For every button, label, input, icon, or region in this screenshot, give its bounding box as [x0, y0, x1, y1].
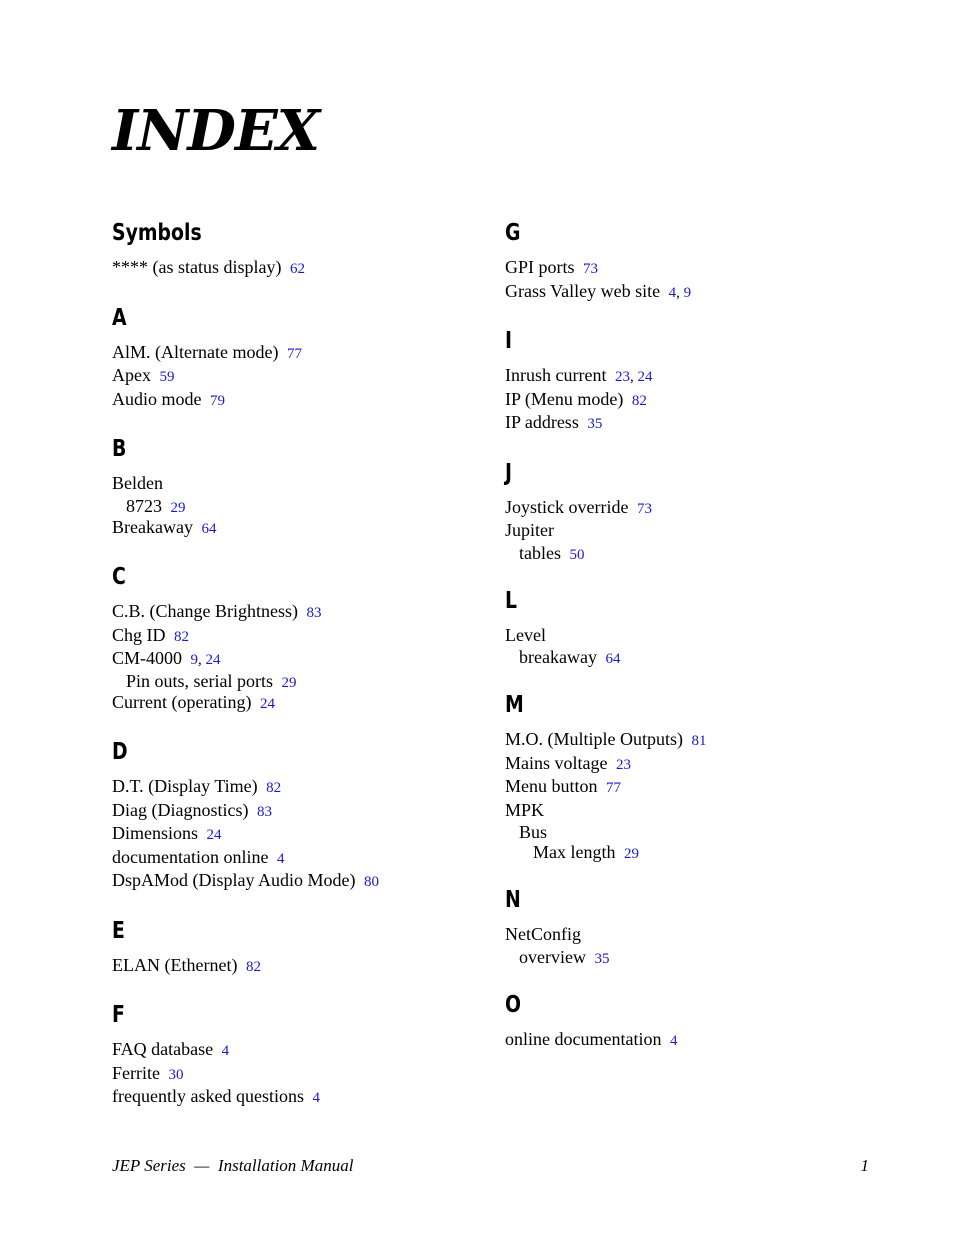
page-references	[201, 517, 216, 537]
page-link[interactable]: 4	[276, 850, 285, 867]
index-section-m	[505, 686, 905, 862]
footer-page-number: 1	[860, 1156, 869, 1175]
page-references	[191, 648, 221, 668]
page-references	[615, 365, 653, 385]
index-section-l	[505, 582, 905, 668]
index-entry-term: **** (as status display)	[112, 257, 282, 277]
index-section-e	[112, 912, 512, 978]
page-references	[605, 647, 620, 667]
index-entry-term: overview	[519, 946, 586, 967]
index-entry	[505, 647, 905, 667]
page-link[interactable]: 59	[159, 369, 175, 385]
page-references	[222, 1039, 230, 1059]
page-references	[266, 776, 281, 796]
index-entry-term: Diag (Diagnostics)	[112, 799, 249, 820]
index-entry-term: Jupiter	[505, 520, 554, 540]
index-column-right	[505, 214, 905, 1070]
index-entry-term: FAQ database	[112, 1039, 214, 1059]
page-link[interactable]: 82	[266, 780, 282, 796]
page-link[interactable]: 23	[615, 756, 631, 773]
page-link[interactable]: 35	[594, 950, 610, 967]
index-entry	[505, 1028, 905, 1052]
page-references	[257, 800, 272, 820]
section-heading: J	[505, 459, 513, 486]
index-entry	[505, 752, 905, 776]
index-entry-term: NetConfig	[505, 924, 581, 944]
page-link[interactable]: 83	[256, 803, 272, 820]
index-entry-term: Chg ID	[112, 624, 166, 645]
index-entry	[112, 691, 512, 715]
index-entry	[112, 1062, 512, 1086]
page-link[interactable]: 24	[205, 652, 221, 668]
index-entry	[505, 923, 905, 947]
footer-document-title: JEP Series — Installation Manual	[112, 1156, 354, 1175]
index-entry-term: MPK	[505, 799, 545, 820]
index-entry	[112, 954, 512, 978]
page-references	[277, 847, 285, 867]
index-entry-term: DspAMod (Display Audio Mode)	[112, 870, 356, 890]
index-entry-term: Apex	[112, 365, 151, 385]
index-entry-term: documentation online	[112, 846, 269, 867]
index-entry-term: online documentation	[505, 1028, 662, 1049]
index-entry	[505, 624, 905, 648]
index-entry-term: Audio mode	[112, 388, 202, 409]
page-link[interactable]: 64	[201, 520, 217, 537]
page-link[interactable]: 50	[569, 546, 585, 563]
index-entry-term: Ferrite	[112, 1062, 160, 1083]
page-link[interactable]: 73	[583, 261, 599, 277]
index-entry-term: frequently asked questions	[112, 1086, 304, 1106]
index-entry	[505, 496, 905, 520]
index-entry-term: M.O. (Multiple Outputs)	[505, 729, 683, 749]
index-section-c	[112, 558, 512, 714]
page-references	[290, 257, 305, 277]
index-entry-term: Joystick override	[505, 496, 629, 517]
index-section-i	[505, 322, 905, 435]
page-link[interactable]: 77	[606, 780, 621, 796]
page-title: INDEX	[112, 98, 320, 164]
page-references	[692, 729, 707, 749]
index-entry-term: 8723	[126, 495, 162, 516]
page-references	[171, 496, 186, 516]
index-entry	[112, 600, 512, 624]
index-entry-term: Grass Valley web site	[505, 280, 661, 301]
index-entry	[505, 280, 905, 304]
index-entry	[112, 671, 512, 691]
page-link[interactable]: 82	[631, 392, 647, 409]
index-entry	[505, 256, 905, 280]
section-heading: E	[112, 917, 125, 944]
index-section-j	[505, 454, 905, 563]
section-heading: Symbols	[112, 220, 202, 246]
page-references	[670, 1029, 678, 1049]
index-entry	[112, 822, 512, 846]
page-link[interactable]: 64	[605, 651, 621, 667]
index-entry-term: Inrush current	[505, 365, 607, 385]
page-references	[287, 342, 302, 362]
page-references	[168, 1063, 183, 1083]
index-entry	[505, 822, 905, 842]
page-link[interactable]: 23	[614, 369, 630, 385]
section-heading: M	[505, 692, 524, 718]
page-link[interactable]: 29	[170, 499, 186, 516]
page-link[interactable]: 9	[683, 284, 692, 301]
index-entry-term: Max length	[533, 842, 616, 862]
index-entry	[112, 496, 512, 516]
page-references	[364, 870, 379, 890]
page-link[interactable]: 4	[668, 284, 677, 301]
section-heading: G	[505, 220, 521, 246]
page-references	[260, 692, 275, 712]
section-heading: L	[505, 587, 518, 614]
index-entry	[112, 1085, 512, 1109]
page-references	[583, 257, 598, 277]
index-entry	[112, 516, 512, 540]
page-references	[606, 776, 621, 796]
index-entry	[112, 1038, 512, 1062]
index-section-d	[112, 733, 512, 893]
index-entry	[505, 947, 905, 967]
index-entry	[112, 846, 512, 870]
page-link[interactable]: 35	[587, 416, 603, 432]
section-heading: D	[112, 739, 128, 765]
page-references	[282, 671, 297, 691]
section-heading: I	[505, 328, 513, 354]
index-section-o	[505, 986, 905, 1052]
section-heading: C	[112, 564, 126, 590]
page-references	[624, 842, 639, 862]
index-entry-term: ELAN (Ethernet)	[112, 954, 238, 975]
index-entry	[505, 842, 905, 862]
index-entry-term: Menu button	[505, 776, 598, 796]
index-entry-term: AlM. (Alternate mode)	[112, 341, 279, 362]
page-link[interactable]: 30	[168, 1066, 184, 1083]
page-references	[307, 601, 322, 621]
index-entry-term: D.T. (Display Time)	[112, 776, 258, 796]
page-separator: ,	[198, 652, 206, 668]
index-entry-term: Belden	[112, 473, 163, 493]
page-references	[207, 823, 222, 843]
page-link[interactable]: 9	[190, 652, 199, 668]
page-references	[594, 947, 609, 967]
section-heading: F	[112, 1002, 125, 1028]
index-entry-term: GPI ports	[505, 257, 575, 277]
page-references	[632, 389, 647, 409]
page-link[interactable]: 4	[669, 1032, 678, 1049]
index-entry	[505, 388, 905, 412]
index-entry	[505, 411, 905, 435]
index-entry-term: Bus	[519, 822, 548, 842]
index-entry-term: tables	[519, 542, 561, 563]
page-link[interactable]: 82	[245, 958, 261, 975]
index-entry	[112, 256, 512, 280]
index-entry-term: Mains voltage	[505, 752, 608, 773]
index-entry	[112, 624, 512, 648]
index-entry-term: IP address	[505, 412, 579, 432]
page-link[interactable]: 73	[636, 500, 652, 517]
index-entry	[505, 775, 905, 799]
page-link[interactable]: 4	[312, 1090, 320, 1106]
index-entry	[112, 647, 512, 671]
index-entry	[112, 869, 512, 893]
page-references	[570, 543, 585, 563]
index-section-g	[505, 214, 905, 303]
index-entry	[112, 341, 512, 365]
page-references	[246, 955, 261, 975]
page-link[interactable]: 80	[364, 874, 379, 890]
page-link[interactable]: 83	[306, 605, 322, 621]
page-link[interactable]: 24	[206, 827, 222, 843]
index-entry	[112, 472, 512, 496]
index-entry-term: Level	[505, 624, 546, 645]
index-entry-term: IP (Menu mode)	[505, 388, 624, 409]
index-entry	[112, 364, 512, 388]
page-references	[210, 389, 225, 409]
page-references	[160, 365, 175, 385]
section-heading: A	[112, 304, 127, 331]
page-references	[669, 281, 692, 301]
page-references	[587, 412, 602, 432]
page-link[interactable]: 29	[624, 846, 639, 862]
index-entry-term: breakaway	[519, 647, 597, 667]
index-entry	[505, 543, 905, 563]
index-entry-term: Pin outs, serial ports	[126, 670, 273, 691]
index-section-b	[112, 430, 512, 539]
index-section-symbols	[112, 214, 512, 280]
index-entry	[112, 388, 512, 412]
section-heading: N	[505, 887, 521, 913]
index-section-a	[112, 299, 512, 412]
page-references	[616, 753, 631, 773]
page-references	[312, 1086, 320, 1106]
page-link[interactable]: 29	[281, 674, 297, 691]
index-entry	[505, 728, 905, 752]
page-references	[637, 497, 652, 517]
page-link[interactable]: 82	[174, 628, 189, 645]
page-link[interactable]: 62	[289, 261, 305, 277]
index-entry	[112, 799, 512, 823]
page-link[interactable]: 81	[691, 733, 707, 749]
page-references	[174, 625, 189, 645]
index-entry	[505, 364, 905, 388]
page-link[interactable]: 77	[286, 345, 302, 362]
page-link[interactable]: 4	[221, 1043, 230, 1059]
index-section-f	[112, 996, 512, 1109]
index-entry	[505, 519, 905, 543]
index-entry-term: Dimensions	[112, 823, 199, 843]
page-link[interactable]: 24	[259, 695, 275, 712]
page-link[interactable]: 79	[210, 392, 225, 409]
index-entry	[505, 799, 905, 823]
index-column-left	[112, 214, 512, 1128]
index-entry-term: Breakaway	[112, 516, 193, 537]
section-heading: B	[112, 436, 127, 462]
index-section-n	[505, 881, 905, 967]
page-link[interactable]: 24	[637, 369, 653, 385]
index-entry-term: C.B. (Change Brightness)	[112, 601, 298, 621]
section-heading: O	[505, 991, 522, 1018]
index-entry-term: CM-4000	[112, 648, 183, 668]
page-separator: ,	[629, 369, 638, 385]
page-separator: ,	[676, 284, 684, 301]
index-entry	[112, 775, 512, 799]
index-entry-term: Current (operating)	[112, 691, 252, 712]
